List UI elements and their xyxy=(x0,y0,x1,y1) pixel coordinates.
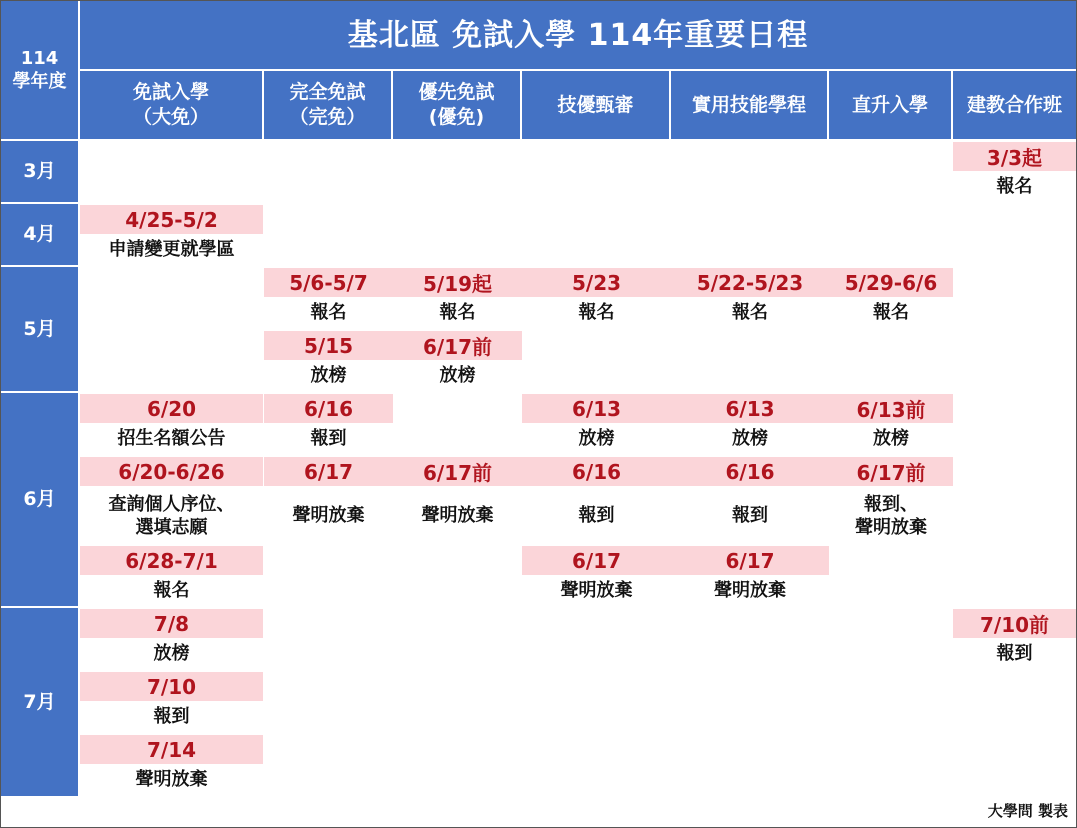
c4-waive-label: 聲明放棄 xyxy=(560,579,633,601)
year-header-label: 學年度 xyxy=(12,71,67,92)
c3-result-label: 放榜 xyxy=(439,364,476,386)
c6-report-waive-label-line1: 報到、 xyxy=(864,493,918,515)
c1-ranking-label-line1: 查詢個人序位、 xyxy=(108,493,235,515)
c6-result-date: 6/13前 xyxy=(829,394,953,423)
c1-waive-label: 聲明放棄 xyxy=(135,768,208,790)
c6-report-waive-label xyxy=(829,488,953,544)
c5-report-label: 報到 xyxy=(732,504,768,526)
c2-result-label: 放榜 xyxy=(310,364,347,386)
column-header-c6: 直升入學 xyxy=(829,71,951,139)
c5-waive-label: 聲明放棄 xyxy=(714,579,786,601)
c6-report-waive-label-line2: 聲明放棄 xyxy=(855,517,927,538)
c1-report-label: 報到 xyxy=(153,705,190,727)
column-header-c1-line1: 免試入學 xyxy=(132,81,209,104)
c4-result-date: 6/13 xyxy=(522,394,671,423)
c6-register-label: 報名 xyxy=(873,301,909,323)
c1-quota-label: 招生名額公告 xyxy=(117,427,226,449)
c1-register-label: 報名 xyxy=(153,579,190,601)
c7-register-label: 報名 xyxy=(996,175,1033,197)
month-march: 3月 xyxy=(1,141,78,202)
c1-ranking-date: 6/20-6/26 xyxy=(80,457,263,486)
c7-report-date: 7/10前 xyxy=(953,609,1076,638)
c3-waive-date: 6/17前 xyxy=(393,457,522,486)
year-header xyxy=(1,1,78,139)
c5-result-label: 放榜 xyxy=(732,427,768,449)
c1-apply-change-date: 4/25-5/2 xyxy=(80,205,263,234)
c1-report-date: 7/10 xyxy=(80,672,263,701)
c2-register-date: 5/6-5/7 xyxy=(264,268,393,297)
c3-register-label: 報名 xyxy=(439,301,476,323)
month-july: 7月 xyxy=(1,608,78,796)
c6-register-date: 5/29-6/6 xyxy=(829,268,953,297)
c6-report-waive-date: 6/17前 xyxy=(829,457,953,486)
c4-report-label: 報到 xyxy=(578,504,615,526)
month-may: 5月 xyxy=(1,267,78,391)
month-april: 4月 xyxy=(1,204,78,265)
c4-report-date: 6/16 xyxy=(522,457,671,486)
column-header-c2-line1: 完全免試 xyxy=(289,81,366,104)
c2-result-date: 5/15 xyxy=(264,331,393,360)
c5-waive-date: 6/17 xyxy=(671,546,829,575)
column-header-c1-line2: （大免） xyxy=(132,106,209,128)
c5-register-label: 報名 xyxy=(732,301,768,323)
c2-waive-date: 6/17 xyxy=(264,457,393,486)
c1-quota-date: 6/20 xyxy=(80,394,263,423)
c7-register-date: 3/3起 xyxy=(953,142,1076,171)
c1-ranking-label xyxy=(80,488,263,544)
column-header-c3 xyxy=(393,71,520,139)
c3-waive-label: 聲明放棄 xyxy=(421,504,494,526)
month-june: 6月 xyxy=(1,393,78,606)
c1-waive-date: 7/14 xyxy=(80,735,263,764)
column-header-c7: 建教合作班 xyxy=(953,71,1076,139)
column-header-c1 xyxy=(80,71,262,139)
c3-register-date: 5/19起 xyxy=(393,268,522,297)
c4-register-date: 5/23 xyxy=(522,268,671,297)
c1-ranking-label-line2: 選填志願 xyxy=(135,517,208,538)
column-header-c2 xyxy=(264,71,391,139)
c5-result-date: 6/13 xyxy=(671,394,829,423)
c1-result-label: 放榜 xyxy=(153,642,190,664)
column-header-c3-line2: (優免) xyxy=(428,106,485,128)
page-title: 基北區 免試入學 114年重要日程 xyxy=(80,1,1076,69)
c7-report-label: 報到 xyxy=(996,642,1033,664)
c2-register-label: 報名 xyxy=(310,301,347,323)
credit-text: 大學問 製表 xyxy=(987,802,1068,820)
c2-report-date: 6/16 xyxy=(264,394,393,423)
c6-result-label: 放榜 xyxy=(873,427,909,449)
c3-result-date: 6/17前 xyxy=(393,331,522,360)
c5-register-date: 5/22-5/23 xyxy=(671,268,829,297)
column-header-c5: 實用技能學程 xyxy=(671,71,827,139)
c1-result-date: 7/8 xyxy=(80,609,263,638)
c4-register-label: 報名 xyxy=(578,301,615,323)
column-header-c2-line2: （完免） xyxy=(289,106,366,128)
c5-report-date: 6/16 xyxy=(671,457,829,486)
column-header-c4: 技優甄審 xyxy=(522,71,669,139)
year-header-number: 114 xyxy=(20,47,59,69)
c1-apply-change-label: 申請變更就學區 xyxy=(108,238,235,260)
c2-report-label: 報到 xyxy=(310,427,347,449)
c4-result-label: 放榜 xyxy=(578,427,615,449)
column-header-c3-line1: 優先免試 xyxy=(418,81,495,104)
c2-waive-label: 聲明放棄 xyxy=(292,504,365,526)
c4-waive-date: 6/17 xyxy=(522,546,671,575)
c1-register-date: 6/28-7/1 xyxy=(80,546,263,575)
